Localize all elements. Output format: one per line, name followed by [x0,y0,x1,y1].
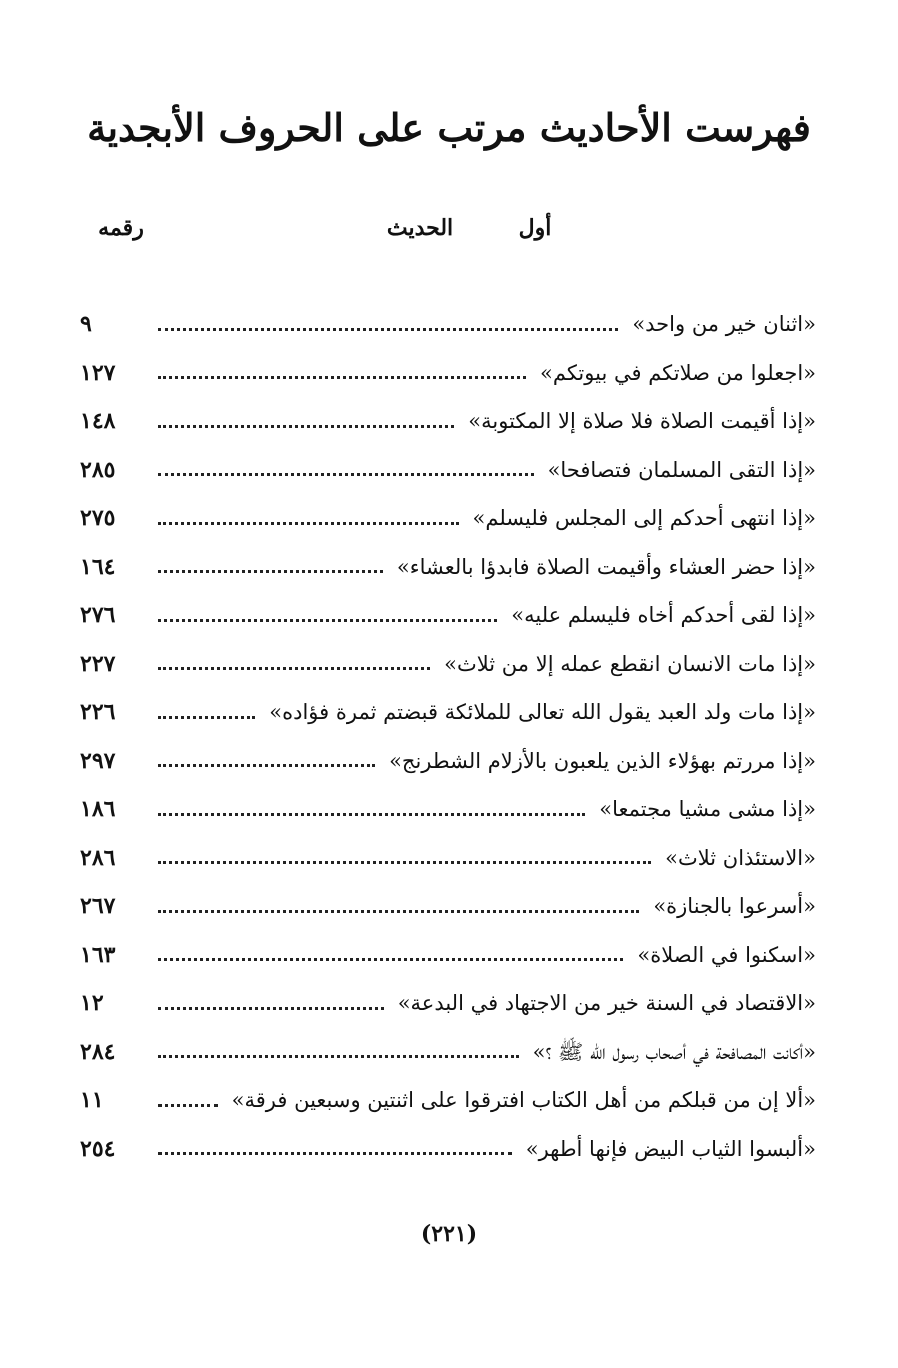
hadith-text: «ألا إن من قبلكم من أهل الكتاب افترقوا على اثنتين وسبعين فرقة» [231,1088,816,1113]
hadith-number: ٢٥٤ [80,1135,116,1162]
leader-dots [158,716,255,719]
index-entry [80,300,816,349]
leader-dots [158,861,651,864]
index-entry [80,640,816,689]
hadith-text: «إذا لقى أحدكم أخاه فليسلم عليه» [511,603,816,628]
hadith-number: ١٦٤ [80,553,116,580]
hadith-number: ٩ [80,311,92,338]
index-entry [80,931,816,980]
hadith-text: «إذا انتهى أحدكم إلى المجلس فليسلم» [472,506,816,531]
index-entry [80,688,816,737]
hadith-number: ٢٨٦ [80,844,116,871]
hadith-number: ٢٨٥ [80,456,116,483]
index-entry [80,397,816,446]
index-entry [80,979,816,1028]
leader-dots [158,570,383,573]
hadith-number: ١٢ [80,990,104,1017]
leader-dots [158,328,618,331]
hadith-text: «إذا حضر العشاء وأقيمت الصلاة فابدؤا بالعشاء» [396,554,816,579]
hadith-number: ١١ [80,1087,104,1114]
index-entry [80,446,816,495]
hadith-number: ١٦٣ [80,941,116,968]
hadith-text: «إذا مات ولد العبد يقول الله تعالى للملائكة قبضتم ثمرة فؤاده» [269,700,816,725]
hadith-text: «أسرعوا بالجنازة» [653,894,816,919]
column-header-first: أول [518,215,552,241]
index-entry [80,494,816,543]
leader-dots [158,619,497,622]
hadith-text: «اسكنوا في الصلاة» [637,942,816,967]
index-entry [80,1076,816,1125]
index-entry [80,834,816,883]
hadith-text: «إذا مررتم بهؤلاء الذين يلعبون بالأزلام الشطرنج» [389,748,816,773]
index-entry [80,785,816,834]
leader-dots [158,764,375,767]
leader-dots [158,522,459,525]
hadith-number: ٢٩٧ [80,747,116,774]
hadith-text: «الاقتصاد في السنة خير من الاجتهاد في البدعة» [397,991,816,1016]
page-title: فهرست الأحاديث مرتب على الحروف الأبجدية [87,105,811,150]
hadith-text: «أكانت المصافحة في أصحاب رسول الله ﷺ ؟» [532,1039,816,1064]
index-entry [80,882,816,931]
hadith-index-list [80,300,816,1173]
column-header-hadith: الحديث [386,215,454,241]
hadith-text: «إذا مات الانسان انقطع عمله إلا من ثلاث» [444,651,816,676]
hadith-number: ١٤٨ [80,408,116,435]
index-entry [80,591,816,640]
leader-dots [158,425,454,428]
hadith-number: ٢٦٧ [80,893,116,920]
hadith-number: ٢٨٤ [80,1038,116,1065]
hadith-text: «إذا التقى المسلمان فتصافحا» [547,457,816,482]
leader-dots [158,910,639,913]
hadith-number: ٢٢٧ [80,650,116,677]
leader-dots [158,1104,218,1107]
hadith-text: «اجعلوا من صلاتكم في بيوتكم» [540,360,816,385]
leader-dots [158,1152,512,1155]
hadith-text: «ألبسوا الثياب البيض فإنها أطهر» [525,1136,816,1161]
page-number: (٢٢١) [420,1221,478,1247]
hadith-number: ٢٧٥ [80,505,116,532]
hadith-number: ٢٧٦ [80,602,116,629]
index-entry [80,349,816,398]
leader-dots [158,1007,384,1010]
hadith-text: «اثنان خير من واحد» [632,312,816,337]
hadith-number: ١٨٦ [80,796,116,823]
leader-dots [158,667,430,670]
index-entry [80,737,816,786]
index-entry [80,543,816,592]
index-entry [80,1028,816,1077]
leader-dots [158,958,623,961]
leader-dots [158,1055,519,1058]
hadith-number: ٢٢٦ [80,699,116,726]
leader-dots [158,813,585,816]
column-header-number: رقمه [98,215,144,241]
leader-dots [158,376,526,379]
hadith-text: «الاستئذان ثلاث» [665,845,816,870]
leader-dots [158,473,534,476]
hadith-text: «إذا مشى مشيا مجتمعا» [599,797,816,822]
index-entry [80,1125,816,1174]
hadith-text: «إذا أقيمت الصلاة فلا صلاة إلا المكتوبة» [468,409,816,434]
hadith-number: ١٢٧ [80,359,116,386]
